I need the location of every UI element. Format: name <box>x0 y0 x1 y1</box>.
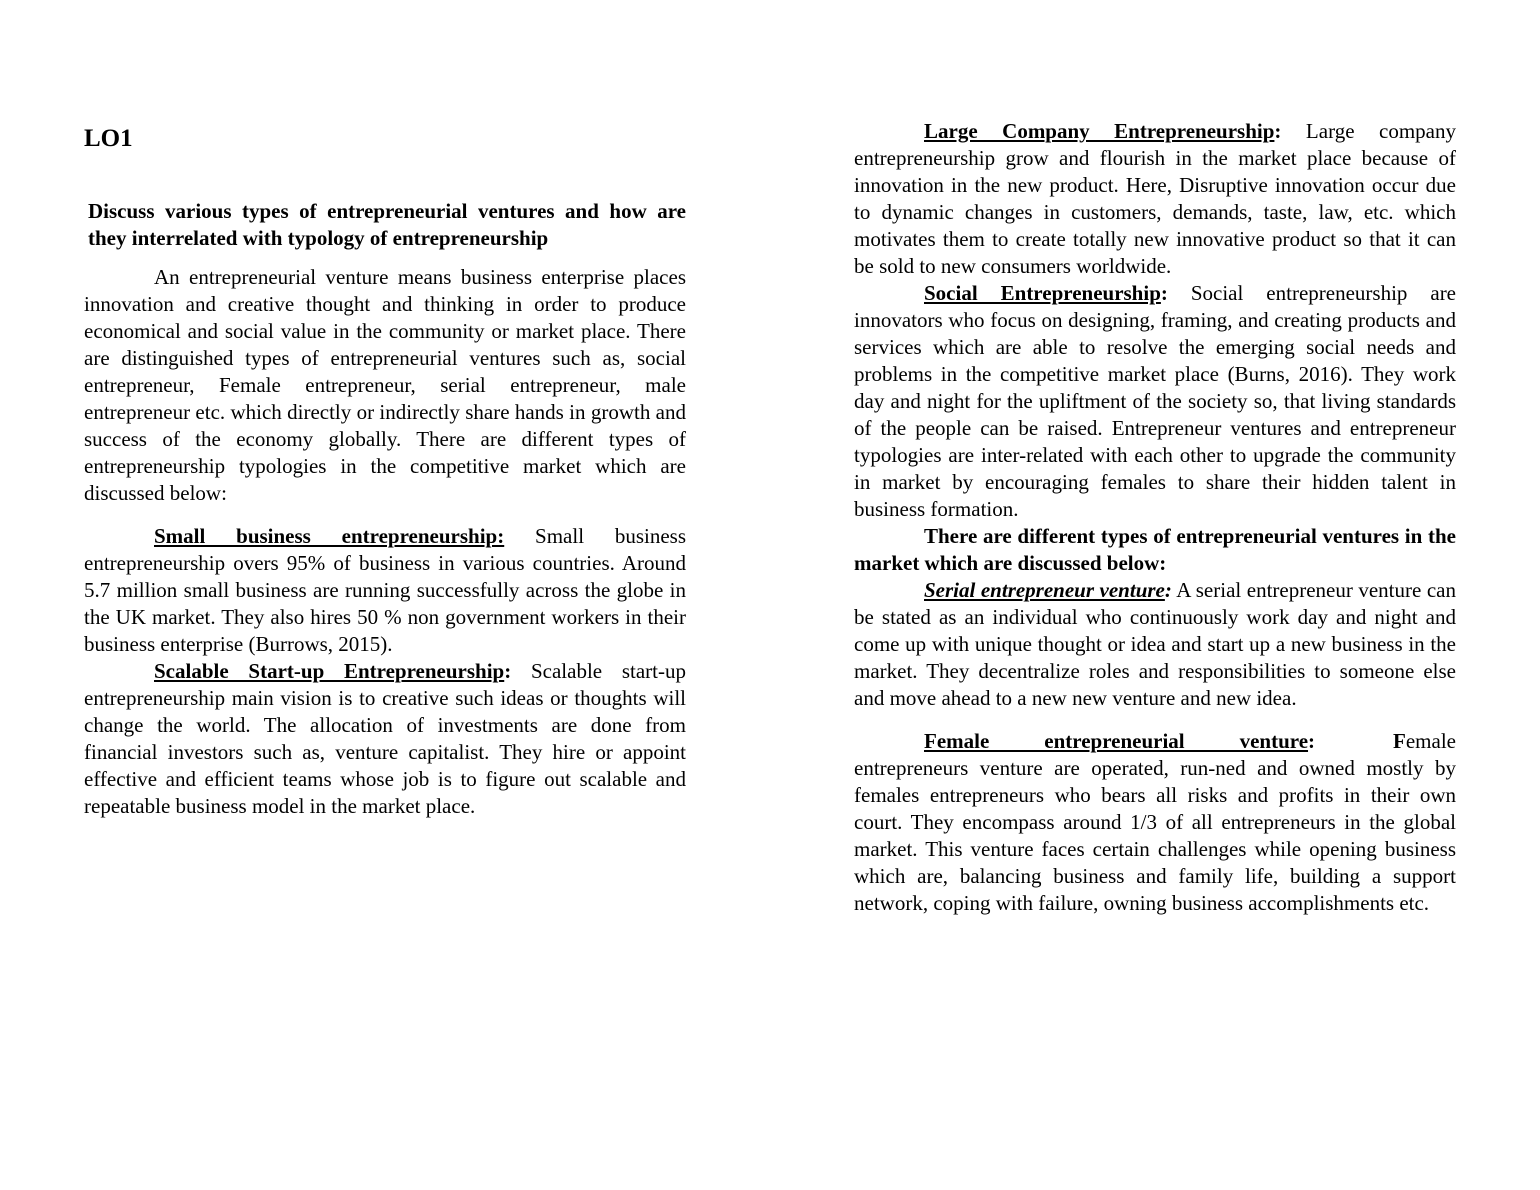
female-first-letter: F <box>1393 729 1406 753</box>
scalable-startup-colon: : <box>504 659 512 683</box>
small-business-text: Small business entrepreneurship overs 95% of business in various countries. Around 5.7 million small business are running successfully across the globe in the UK market. They also hires 50 % non government workers in their business enterprise (Burrows, 2015). <box>84 524 686 656</box>
large-company-text: Large company entrepreneurship grow and flourish in the market place because of innovation in the new product. Here, Disruptive innovation occur due to dynamic changes in customers, demands, taste, law, etc. which motivates them to create totally new innovative product so that it can be sold to new consumers worldwide. <box>854 119 1456 278</box>
small-business-paragraph <box>84 523 686 658</box>
social-colon: : <box>1160 281 1168 305</box>
scalable-startup-paragraph <box>84 658 686 820</box>
section-title: LO1 <box>84 125 133 152</box>
female-paragraph <box>854 728 1456 917</box>
scalable-startup-text: Scalable start-up entrepreneurship main vision is to creative such ideas or thoughts will change the world. The allocation of investments are done from financial investors such as, venture capitalist. They hire or appoint effective and efficient teams whose job is to figure out scalable and repeatable business model in the market place. <box>84 659 686 818</box>
ventures-heading: There are different types of entrepreneurial ventures in the market which are discussed below: <box>854 524 1456 575</box>
scalable-startup-term: Scalable Start-up Entrepreneurship <box>154 659 505 683</box>
serial-colon: : <box>1164 578 1172 602</box>
right-column <box>854 118 1456 917</box>
large-company-colon: : <box>1274 119 1282 143</box>
female-colon: : <box>1308 729 1316 753</box>
serial-term: Serial entrepreneur venture <box>924 578 1165 602</box>
large-company-term: Large Company Entrepreneurship <box>924 119 1275 143</box>
left-column <box>84 118 686 820</box>
intro-paragraph: An entrepreneurial venture means business enterprise places innovation and creative thought and thinking in order to produce economical and social value in the community or market place. There are distinguished types of entrepreneurial ventures such as, social entrepreneur, Female entrepreneur, serial entrepreneur, male entrepreneur etc. which directly or indirectly share hands in growth and success of the economy globally. There are different types of entrepreneurship typologies in the competitive market which are discussed below: <box>84 265 686 505</box>
social-text: Social entrepreneurship are innovators who focus on designing, framing, and creating products and services which are able to resolve the emerging social needs and problems in the competitive market place (Burns, 2016). They work day and night for the upliftment of the society so, that living standards of the people can be raised. Entrepreneur ventures and entrepreneur typologies are inter-related with each other to upgrade the community in market by encouraging females to share their hidden talent in business formation. <box>854 281 1457 521</box>
large-company-paragraph <box>854 118 1456 280</box>
social-paragraph <box>854 280 1456 523</box>
serial-paragraph <box>854 577 1456 712</box>
social-term: Social Entrepreneurship <box>924 281 1161 305</box>
serial-text: A serial entrepreneur venture can be stated as an individual who continuously work day and night and come up with unique thought or idea and start up a new business in the market. They decentralize roles and responsibilities to someone else and move ahead to a new new venture and new idea. <box>854 578 1456 710</box>
question-heading: Discuss various types of entrepreneurial ventures and how are they interrelated with typology of entrepreneurship <box>88 199 686 250</box>
female-term: Female entrepreneurial venture <box>924 729 1309 753</box>
female-text: emale entrepreneurs venture are operated, run-ned and owned mostly by females entrepreneurs who bears all risks and profits in their own court. They encompass around 1/3 of all entrepreneurs in the global market. This venture faces certain challenges while opening business which are, balancing business and family life, building a support network, coping with failure, owning business accomplishments etc. <box>854 729 1456 915</box>
small-business-term: Small business entrepreneurship: <box>154 524 505 548</box>
